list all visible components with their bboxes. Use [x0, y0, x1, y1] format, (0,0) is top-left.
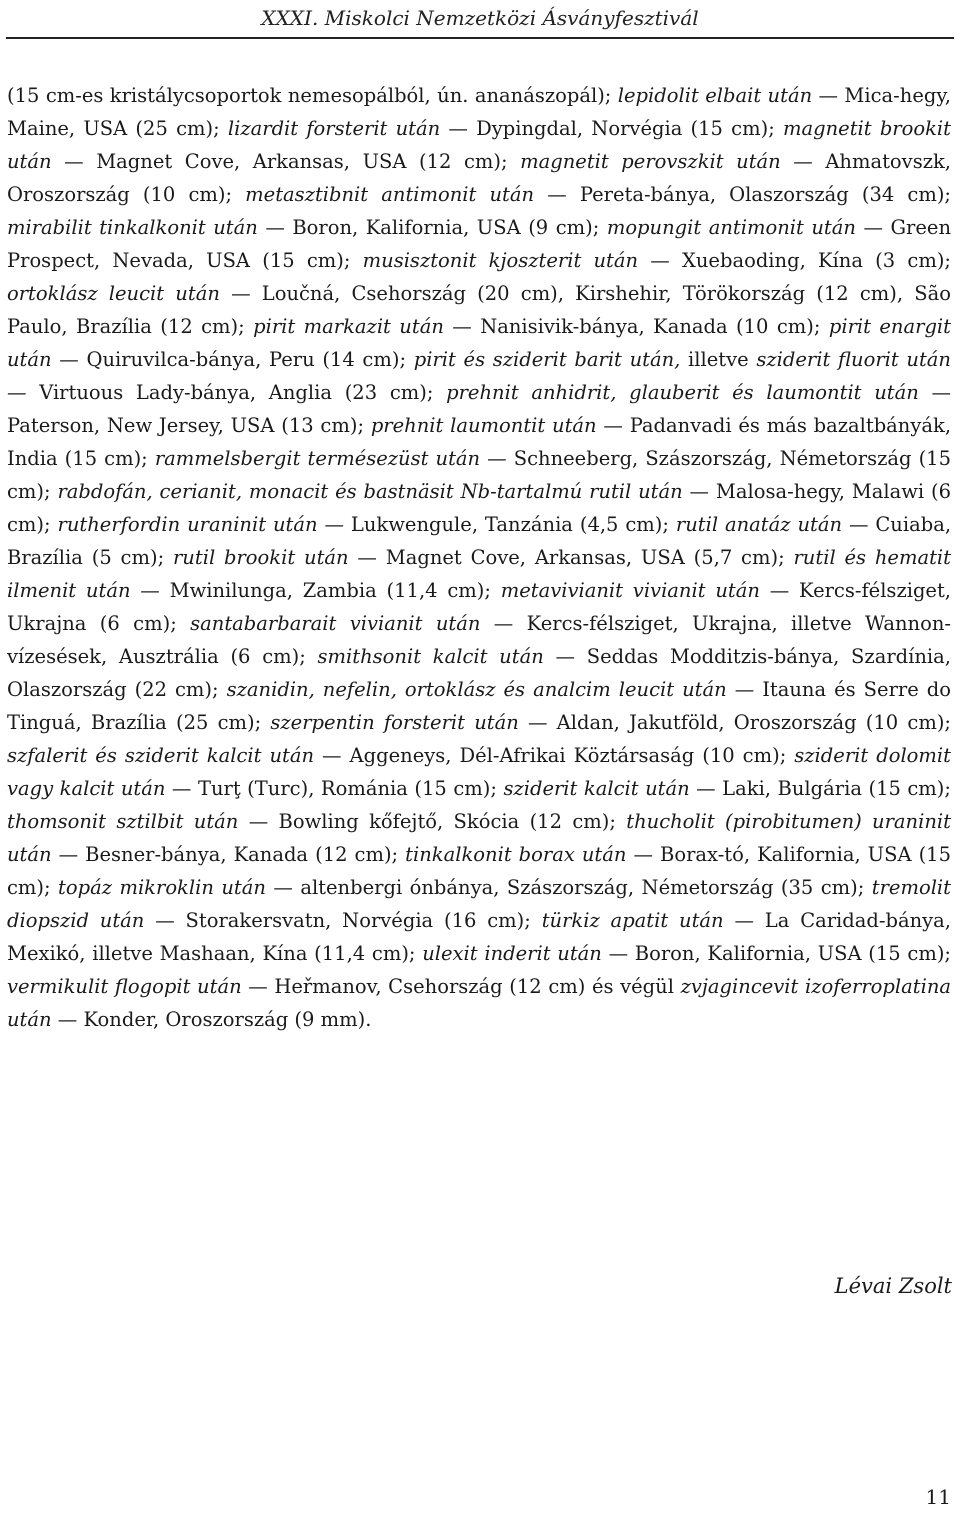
- mineral-pair-text: ulexit inderit után: [422, 942, 602, 965]
- locality-text: (15 cm-es kristálycsoportok nemesopálból, ún. ananászopál);: [7, 84, 618, 107]
- mineral-pair-text: sziderit kalcit után: [503, 777, 690, 800]
- mineral-pair-text: thomsonit sztilbit után: [7, 810, 239, 833]
- locality-text: — Boron, Kalifornia, USA (9 cm);: [257, 216, 607, 239]
- locality-text: — Konder, Oroszország (9 mm).: [51, 1008, 372, 1031]
- locality-text: — Lukwengule, Tanzánia (4,5 cm);: [317, 513, 676, 536]
- locality-text: — Magnet Cove, Arkansas, USA (12 cm);: [51, 150, 521, 173]
- mineral-pair-text: prehnit laumontit után: [370, 414, 597, 437]
- mineral-pair-text: rutherfordin uraninit után: [57, 513, 318, 536]
- mineral-pair-text: szfalerit és sziderit kalcit után: [7, 744, 315, 767]
- locality-text: — Itauna és Serre do Tinguá, Brazília (25 cm);: [7, 678, 951, 734]
- locality-text: — Bowling kőfejtő, Skócia (12 cm);: [238, 810, 627, 833]
- mineral-pair-text: rutil brookit után: [172, 546, 349, 569]
- locality-text: — Virtuous Lady-bánya, Anglia (23 cm);: [7, 381, 447, 404]
- mineral-pair-text: lepidolit elbait után: [617, 84, 813, 107]
- locality-text: — Schneeberg, Szászország, Németország (15 cm);: [7, 447, 951, 503]
- mineral-pair-text: szerpentin forsterit után: [270, 711, 519, 734]
- locality-text: — Heřmanov, Csehország (12 cm) és végül: [241, 975, 681, 998]
- mineral-pair-text: magnetit perovszkit után: [520, 150, 781, 173]
- body-paragraph: [7, 79, 951, 1036]
- locality-text: — Xuebaoding, Kína (3 cm);: [638, 249, 951, 272]
- mineral-pair-text: mirabilit tinkalkonit után: [7, 216, 258, 239]
- locality-text: — Storakersvatn, Norvégia (16 cm);: [144, 909, 542, 932]
- locality-text: — Turţ (Turc), Románia (15 cm);: [165, 777, 504, 800]
- running-header: XXXI. Miskolci Nemzetközi Ásványfesztivál: [261, 6, 699, 30]
- mineral-pair-text: rammelsbergit termésezüst után: [154, 447, 481, 470]
- mineral-pair-text: musisztonit kjoszterit után: [362, 249, 639, 272]
- mineral-pair-text: sziderit fluorit után: [756, 348, 951, 371]
- locality-text: — Magnet Cove, Arkansas, USA (5,7 cm);: [348, 546, 794, 569]
- locality-text: — Cuiaba, Brazília (5 cm);: [7, 513, 952, 569]
- mineral-pair-text: prehnit anhidrit, glauberit és laumontit után: [446, 381, 919, 404]
- locality-text: — Kercs-félsziget, Ukrajna (6 cm);: [7, 579, 952, 635]
- mineral-pair-text: türkiz apatit után: [541, 909, 724, 932]
- locality-text: illetve: [680, 348, 757, 371]
- locality-text: — La Caridad-bánya, Mexikó, illetve Mashaan, Kína (11,4 cm);: [7, 909, 951, 965]
- mineral-pair-text: tinkalkonit borax után: [405, 843, 627, 866]
- locality-text: — Malosa-hegy, Malawi (6 cm);: [7, 480, 951, 536]
- header-rule: [6, 37, 954, 39]
- mineral-pair-text: pirit enargit után: [7, 315, 951, 371]
- mineral-pair-text: lizardit forsterit után: [227, 117, 441, 140]
- locality-text: — Padanvadi és más bazaltbányák, India (15 cm);: [7, 414, 952, 470]
- author-signature: Lévai Zsolt: [834, 1274, 952, 1298]
- mineral-pair-text: vermikulit flogopit után: [7, 975, 242, 998]
- mineral-pair-text: sziderit dolomit vagy kalcit után: [7, 744, 951, 800]
- locality-text: — altenbergi ónbánya, Szászország, Németország (35 cm);: [265, 876, 872, 899]
- locality-text: — Seddas Modditzis-bánya, Szardínia, Olaszország (22 cm);: [7, 645, 951, 701]
- mineral-pair-text: pirit és sziderit barit után,: [413, 348, 681, 371]
- locality-text: — Pereta-bánya, Olaszország (34 cm);: [534, 183, 952, 206]
- mineral-pair-text: mopungit antimonit után: [606, 216, 856, 239]
- locality-text: — Dypingdal, Norvégia (15 cm);: [440, 117, 783, 140]
- locality-text: — Aldan, Jakutföld, Oroszország (10 cm);: [518, 711, 951, 734]
- mineral-pair-text: smithsonit kalcit után: [317, 645, 544, 668]
- mineral-pair-text: szanidin, nefelin, ortoklász és analcim leucit után: [226, 678, 727, 701]
- mineral-pair-text: rutil anatáz után: [675, 513, 843, 536]
- locality-text: — Kercs-félsziget, Ukrajna, illetve Wannon-vízesések, Ausztrália (6 cm);: [7, 612, 952, 668]
- locality-text: — Green Prospect, Nevada, USA (15 cm);: [7, 216, 951, 272]
- page-number: 11: [925, 1485, 951, 1509]
- locality-text: — Besner-bánya, Kanada (12 cm);: [51, 843, 406, 866]
- mineral-pair-text: rutil és hematit ilmenit után: [7, 546, 952, 602]
- mineral-pair-text: metasztibnit antimonit után: [245, 183, 535, 206]
- mineral-pair-text: ortoklász leucit után: [7, 282, 220, 305]
- locality-text: — Boron, Kalifornia, USA (15 cm);: [601, 942, 951, 965]
- locality-text: — Mwinilunga, Zambia (11,4 cm);: [130, 579, 501, 602]
- mineral-pair-text: pirit markazit után: [253, 315, 444, 338]
- locality-text: — Borax-tó, Kalifornia, USA (15 cm);: [7, 843, 951, 899]
- mineral-pair-text: tremolit diopszid után: [7, 876, 952, 932]
- mineral-pair-text: metavivianit vivianit után: [500, 579, 760, 602]
- mineral-pair-text: santabarbarait vivianit után: [190, 612, 481, 635]
- locality-text: — Ahmatovszk, Oroszország (10 cm);: [7, 150, 951, 206]
- locality-text: — Aggeneys, Dél-Afrikai Köztársaság (10 cm);: [314, 744, 795, 767]
- locality-text: — Loučná, Csehország (20 cm), Kirshehir, Törökország (12 cm), São Paulo, Brazília (12 cm);: [7, 282, 952, 338]
- mineral-pair-text: thucholit (pirobitumen) uraninit után: [7, 810, 951, 866]
- locality-text: — Mica-hegy, Maine, USA (25 cm);: [7, 84, 951, 140]
- locality-text: — Paterson, New Jersey, USA (13 cm);: [7, 381, 951, 437]
- mineral-pair-text: topáz mikroklin után: [58, 876, 266, 899]
- mineral-pair-text: rabdofán, cerianit, monacit és bastnäsit Nb-tartalmú rutil után: [57, 480, 683, 503]
- locality-text: — Nanisivik-bánya, Kanada (10 cm);: [443, 315, 829, 338]
- mineral-pair-text: zvjagincevit izoferroplatina után: [7, 975, 951, 1031]
- locality-text: — Laki, Bulgária (15 cm);: [689, 777, 951, 800]
- locality-text: — Quiruvilca-bánya, Peru (14 cm);: [51, 348, 414, 371]
- mineral-pair-text: magnetit brookit után: [7, 117, 951, 173]
